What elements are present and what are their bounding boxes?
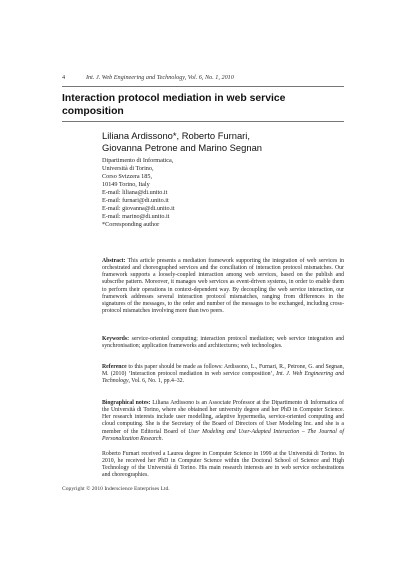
- copyright-notice: Copyright © 2010 Inderscience Enterprises Ltd.: [62, 486, 170, 492]
- journal-citation: Int. J. Web Engineering and Technology, Vol. 6, No. 1, 2010: [86, 74, 234, 81]
- email-line: E-mail: liliana@di.unito.it: [102, 188, 168, 196]
- header-divider: [62, 86, 344, 87]
- biography-journal: User Modeling and User-Adapted Interaction – The Journal of Personalization Research: [102, 428, 344, 442]
- abstract-label: Abstract:: [102, 258, 126, 264]
- reference-section: [102, 364, 344, 385]
- affiliation-line: Dipartimento di Informatica,: [102, 157, 174, 164]
- keywords-section: [102, 336, 344, 350]
- biography-paragraph: [102, 451, 344, 480]
- page-number: 4: [62, 74, 66, 81]
- abstract-text: This article presents a mediation framework supporting the integration of web services in orchestrated and choreographed services and the conciliation of interaction protocol mismatches. Our framework supports a loosely-coupled interaction among web services, based on the publish and subscribe pattern. Moreover, it manages web services as event-driven systems, in order to enable them to perform their operations in context-dependent way. By decoupling the web service interaction, our framework addresses several interaction protocol mismatches, ranging from differences in the signatures of the messages, to the order and number of the messages to be exchanged, including cross-protocol mismatches involving more than two peers.: [102, 258, 344, 315]
- author-line: Giovanna Petrone and Marino Segnan: [102, 141, 263, 153]
- biographical-notes-section: [102, 400, 344, 443]
- page-header: [62, 74, 234, 81]
- reference-volume: , Vol. 6, No. 1, pp.4–32.: [128, 378, 185, 385]
- biography-end: .: [161, 435, 163, 442]
- author-line: Liliana Ardissono*, Roberto Furnari,: [102, 130, 250, 141]
- title-divider: [62, 121, 344, 122]
- reference-text: to this paper should be made as follows: Ardissono, L., Furnari, R., Petrone, G. and Segnan, M. (2010) ‘Interaction protocol mediation in web service composition’,: [102, 364, 345, 378]
- paper-title: Interaction protocol mediation in web service composition: [62, 93, 286, 117]
- biography-text: Roberto Furnari received a Laurea degree in Computer Science in 1999 at the Università di Torino. In 2010, he received her PhD in Computer Science within the Doctoral School of Science and High Technology of the Università di Torino. His main research interests are in web service orchestrations and choreographies.: [102, 451, 344, 479]
- biography-text: Liliana Ardissono is an Associate Professor at the Dipartimento di Informatica of the Università di Torino, where she obtained her university degree and her PhD in Computer Science. Her research interests include user modelling, adaptive hypermedia, service-oriented computing and cloud computing. She is the Secretary of the Board of Directors of User Modeling Inc. and she is a member of the Editorial Board of: [102, 400, 344, 435]
- affiliation-block: [102, 157, 342, 229]
- biographical-notes-label: Biographical notes:: [102, 400, 151, 406]
- reference-label: Reference: [102, 364, 127, 370]
- reference-journal: Int. J. Web Engineering and Technology: [102, 371, 345, 385]
- abstract-section: [102, 258, 344, 315]
- keywords-text: service-oriented computing; interaction protocol mediation; web service integration and synchronisation; application frameworks and architectures; web technologies.: [102, 336, 344, 350]
- keywords-label: Keywords:: [102, 336, 130, 342]
- author-list: [102, 130, 342, 153]
- email-line: E-mail: giovanna@di.unito.it: [102, 204, 175, 212]
- email-line: E-mail: marino@di.unito.it: [102, 212, 170, 220]
- affiliation-line: 10149 Torino, Italy: [102, 180, 150, 188]
- affiliation-line: Corso Svizzera 185,: [102, 172, 153, 180]
- corresponding-author-note: *Corresponding author: [102, 220, 160, 228]
- affiliation-line: Università di Torino,: [102, 164, 154, 172]
- email-line: E-mail: furnari@di.unito.it: [102, 196, 169, 204]
